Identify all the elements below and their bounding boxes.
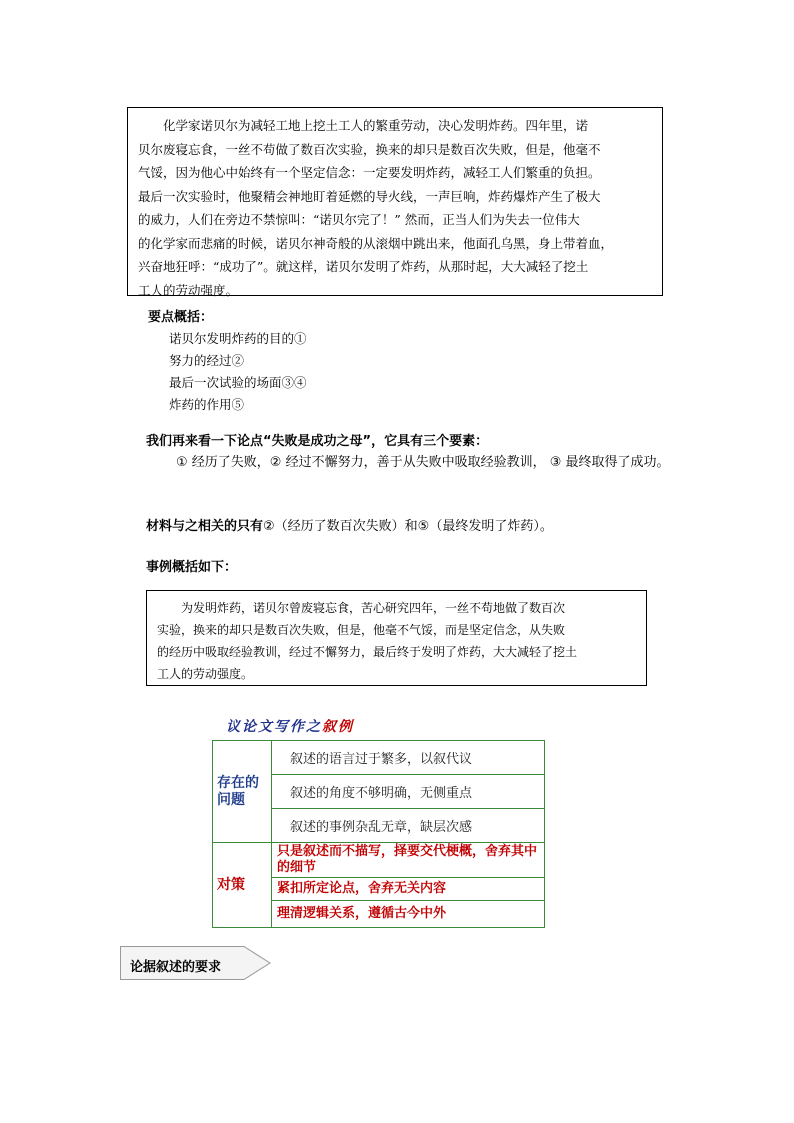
example-box — [146, 590, 647, 686]
summary-point: 炸药的作用⑤ — [169, 397, 245, 412]
thesis-elements: ① 经历了失败，② 经过不懈努力，善于从失败中吸取经验教训， ③ 最终取得了成功。 — [176, 455, 670, 470]
table-row — [213, 741, 545, 775]
solution-cell: 紧扣所定论点，舍弃无关内容 — [272, 878, 545, 901]
issues-table — [212, 740, 545, 928]
table-row — [213, 843, 545, 878]
solution-cell: 只是叙述而不描写，择要交代梗概，舍弃其中的细节 — [272, 843, 545, 878]
story-line: 的威力，人们在旁边不禁惊叫：“诺贝尔完了！” 然而，正当人们为失去一位伟大 — [138, 212, 580, 227]
solutions-label: 对策 — [213, 843, 272, 928]
story-line: 化学家诺贝尔为减轻工地上挖土工人的繁重劳动，决心发明炸药。四年里，诺 — [163, 118, 589, 133]
table-title-red: 叙例 — [322, 719, 354, 735]
problem-cell: 叙述的语言过于繁多，以叙代议 — [272, 741, 545, 775]
story-line: 气馁，因为他心中始终有一个坚定信念：一定要发明炸药，减轻工人们繁重的负担。 — [138, 165, 601, 180]
story-line: 贝尔废寝忘食，一丝不苟做了数百次实验，换来的却只是数百次失败，但是，他毫不 — [138, 141, 601, 157]
solution-cell: 理清逻辑关系，遵循古今中外 — [272, 901, 545, 928]
summary-heading: 要点概括： — [148, 310, 214, 325]
table-title-blue: 议论文写作之 — [226, 719, 322, 735]
story-box — [127, 107, 663, 296]
table-title — [226, 716, 354, 736]
problem-cell: 叙述的事例杂乱无章，缺层次感 — [272, 809, 545, 843]
summary-point: 努力的经过② — [169, 353, 245, 368]
thesis-heading: 我们再来看一下论点“失败是成功之母”，它具有三个要素： — [146, 434, 489, 449]
example-line: 实验，换来的却只是数百次失败，但是，他毫不气馁，而是坚定信念，从失败 — [157, 623, 566, 637]
relevant-bold: 材料与之相关的只有 — [146, 519, 264, 534]
example-line: 工人的劳动强度。 — [157, 667, 254, 681]
example-heading: 事例概括如下： — [146, 560, 238, 575]
relevant-material — [146, 515, 553, 534]
requirement-tag-label: 论据叙述的要求 — [130, 960, 222, 975]
summary-points — [169, 328, 307, 416]
example-line: 为发明炸药，诺贝尔曾废寝忘食，苦心研究四年，一丝不苟地做了数百次 — [181, 601, 566, 615]
relevant-rest: ②（经历了数百次失败）和⑤（最终发明了炸药）。 — [263, 519, 553, 534]
example-line: 的经历中吸取经验教训，经过不懈努力，最后终于发明了炸药，大大减轻了挖土 — [157, 645, 578, 659]
story-line: 兴奋地狂呼：“成功了”。就这样，诺贝尔发明了炸药，从那时起，大大减轻了挖土 — [138, 259, 589, 274]
problem-cell: 叙述的角度不够明确，无侧重点 — [272, 775, 545, 809]
summary-point: 最后一次试验的场面③④ — [169, 375, 307, 390]
problems-label: 存在的问题 — [213, 741, 272, 843]
story-line: 工人的劳动强度。 — [138, 282, 239, 298]
summary-point: 诺贝尔发明炸药的目的① — [169, 331, 307, 346]
story-line: 最后一次实验时，他聚精会神地盯着延燃的导火线，一声巨响，炸药爆炸产生了极大 — [138, 188, 601, 204]
story-line: 的化学家而悲痛的时候，诺贝尔神奇般的从滚烟中跳出来，他面孔乌黑，身上带着血， — [138, 235, 614, 251]
